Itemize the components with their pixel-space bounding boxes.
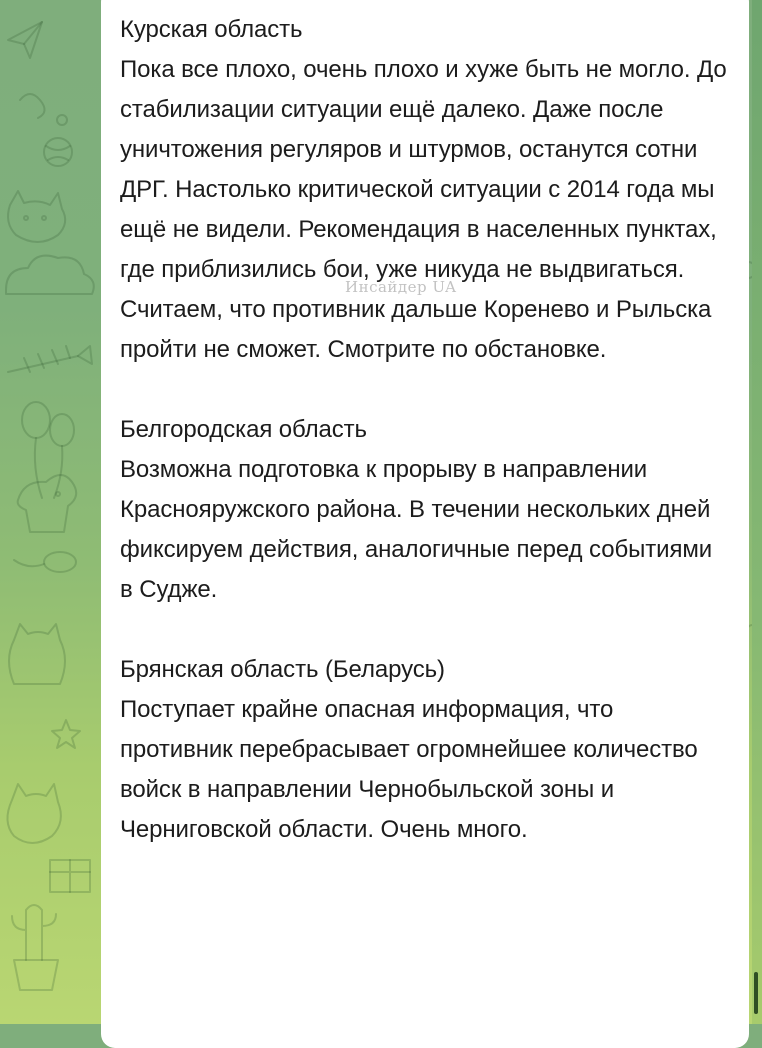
swirl-doodle-icon [20, 94, 67, 125]
message-bubble[interactable] [101, 0, 749, 1048]
section-title: Брянская область (Беларусь) [120, 656, 445, 683]
cat-face-doodle-icon [7, 784, 60, 843]
cactus-doodle-icon [12, 905, 58, 990]
channel-watermark: Инсайдер UA [345, 278, 457, 296]
section-title: Курская область [120, 16, 303, 43]
fish-bone-doodle-icon [8, 346, 92, 372]
message-section-belgorod [120, 410, 729, 610]
scrollbar-thumb[interactable] [754, 972, 758, 1014]
balloon-doodle-icon [22, 402, 74, 498]
section-title: Белгородская область [120, 416, 367, 443]
star-doodle-icon [52, 720, 80, 748]
cloud-doodle-icon [6, 256, 94, 294]
section-body: Возможна подготовка к прорыву в направлении Краснояружского района. В течении нескольких дней фиксируем действия, аналогичные перед событиями в Судже. [120, 456, 713, 603]
paper-plane-doodle-icon [8, 22, 42, 58]
scroll-track[interactable] [752, 0, 762, 1024]
gift-box-doodle-icon [50, 860, 90, 892]
ball-doodle-icon [44, 138, 72, 166]
message-section-bryansk [120, 650, 729, 850]
mouse-doodle-icon [14, 552, 76, 572]
cat-sitting-doodle-icon [9, 624, 65, 684]
section-body: Пока все плохо, очень плохо и хуже быть не могло. До стабилизации ситуации ещё далеко. Даже после уничтожения регуляров и штурмов, останутся сотни ДРГ. Настолько критической ситуации с 2014 года мы ещё не видели. Рекомендация в населенных пунктах, где приблизились бои, уже никуда не выдвигаться. Считаем, что противник дальше Коренево и Рыльска пройти не сможет. Смотрите по обстановке. [120, 56, 727, 363]
message-section-kursk [120, 10, 729, 370]
section-body: Поступает крайне опасная информация, что противник перебрасывает огромнейшее количество войск в направлении Чернобыльской зоны и Черниговской области. Очень много. [120, 696, 698, 843]
cat-doodle-icon [8, 191, 65, 242]
dog-doodle-icon [18, 475, 76, 532]
